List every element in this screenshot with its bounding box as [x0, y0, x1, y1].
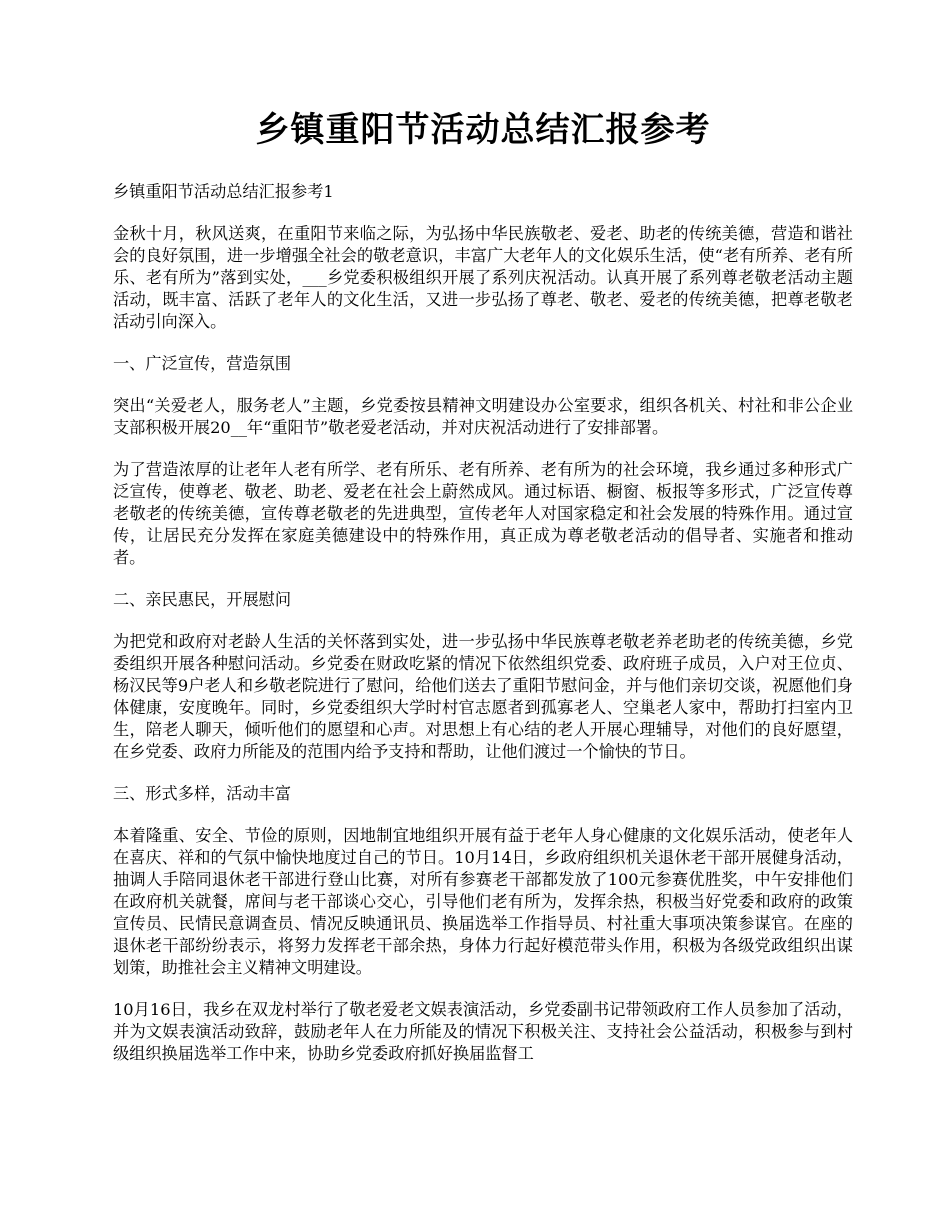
- paragraph-section3-a: 本着隆重、安全、节俭的原则，因地制宜地组织开展有益于老年人身心健康的文化娱乐活动，使老年人在喜庆、祥和的气氛中愉快地度过自己的节日。10月14日，乡政府组织机关退休老干部开展健身活动，抽调人手陪同退休老干部进行登山比赛，对所有参赛老干部都发放了100元参赛优胜奖，中午安排他们在政府机关就餐，席间与老干部谈心交心，引导他们老有所为，发挥余热，积极当好党委和政府的政策宣传员、民情民意调查员、情况反映通讯员、换届选举工作指导员、村社重大事项决策参谋官。在座的退休老干部纷纷表示，将努力发挥老干部余热，身体力行起好模范带头作用，积极为各级党政组织出谋划策，助推社会主义精神文明建设。: [113, 825, 853, 977]
- section-heading-2: 二、亲民惠民，开展慰问: [113, 589, 292, 609]
- document-title: 乡镇重阳节活动总结汇报参考: [255, 110, 711, 150]
- paragraph-section1-a: 突出“关爱老人，服务老人”主题，乡党委按县精神文明建设办公室要求，组织各机关、村社和非公企业支部积极开展20__年“重阳节”敬老爱老活动，并对庆祝活动进行了安排部署。: [113, 395, 853, 437]
- section-heading-1: 一、广泛宣传，营造氛围: [113, 353, 292, 373]
- paragraph-section1-b: 为了营造浓厚的让老年人老有所学、老有所乐、老有所养、老有所为的社会环境，我乡通过多种形式广泛宣传，使尊老、敬老、助老、爱老在社会上蔚然成风。通过标语、橱窗、板报等多形式，广泛宣传尊老敬老的传统美德，宣传尊老敬老的先进典型，宣传老年人对国家稳定和社会发展的特殊作用。通过宣传，让居民充分发挥在家庭美德建设中的特殊作用，真正成为尊老敬老活动的倡导者、实施者和推动者。: [113, 459, 853, 567]
- paragraph-section2: 为把党和政府对老龄人生活的关怀落到实处，进一步弘扬中华民族尊老敬老养老助老的传统美德，乡党委组织开展各种慰问活动。乡党委在财政吃紧的情况下依然组织党委、政府班子成员，入户对王位贞、杨汉民等9户老人和乡敬老院进行了慰问，给他们送去了重阳节慰问金，并与他们亲切交谈，祝愿他们身体健康，安度晚年。同时，乡党委组织大学时村官志愿者到孤寡老人、空巢老人家中，帮助打扫室内卫生，陪老人聊天，倾听他们的愿望和心声。对思想上有心结的老人开展心理辅导，对他们的良好愿望，在乡党委、政府力所能及的范围内给予支持和帮助，让他们渡过一个愉快的节日。: [113, 631, 853, 761]
- document-subtitle: 乡镇重阳节活动总结汇报参考1: [113, 181, 334, 201]
- section-heading-3: 三、形式多样，活动丰富: [113, 783, 292, 803]
- paragraph-intro: 金秋十月，秋风送爽，在重阳节来临之际，为弘扬中华民族敬老、爱老、助老的传统美德，营造和谐社会的良好氛围，进一步增强全社会的敬老意识，丰富广大老年人的文化娱乐生活，使“老有所养、老有所乐、老有所为”落到实处，___乡党委积极组织开展了系列庆祝活动。认真开展了系列尊老敬老活动主题活动，既丰富、活跃了老年人的文化生活，又进一步弘扬了尊老、敬老、爱老的传统美德，把尊老敬老活动引向深入。: [113, 223, 853, 331]
- document-page: [113, 110, 853, 1085]
- paragraph-section3-b: 10月16日，我乡在双龙村举行了敬老爱老文娱表演活动，乡党委副书记带领政府工作人员参加了活动，并为文娱表演活动致辞，鼓励老年人在力所能及的情况下积极关注、支持社会公益活动，积极参与到村级组织换届选举工作中来，协助乡党委政府抓好换届监督工: [113, 999, 853, 1063]
